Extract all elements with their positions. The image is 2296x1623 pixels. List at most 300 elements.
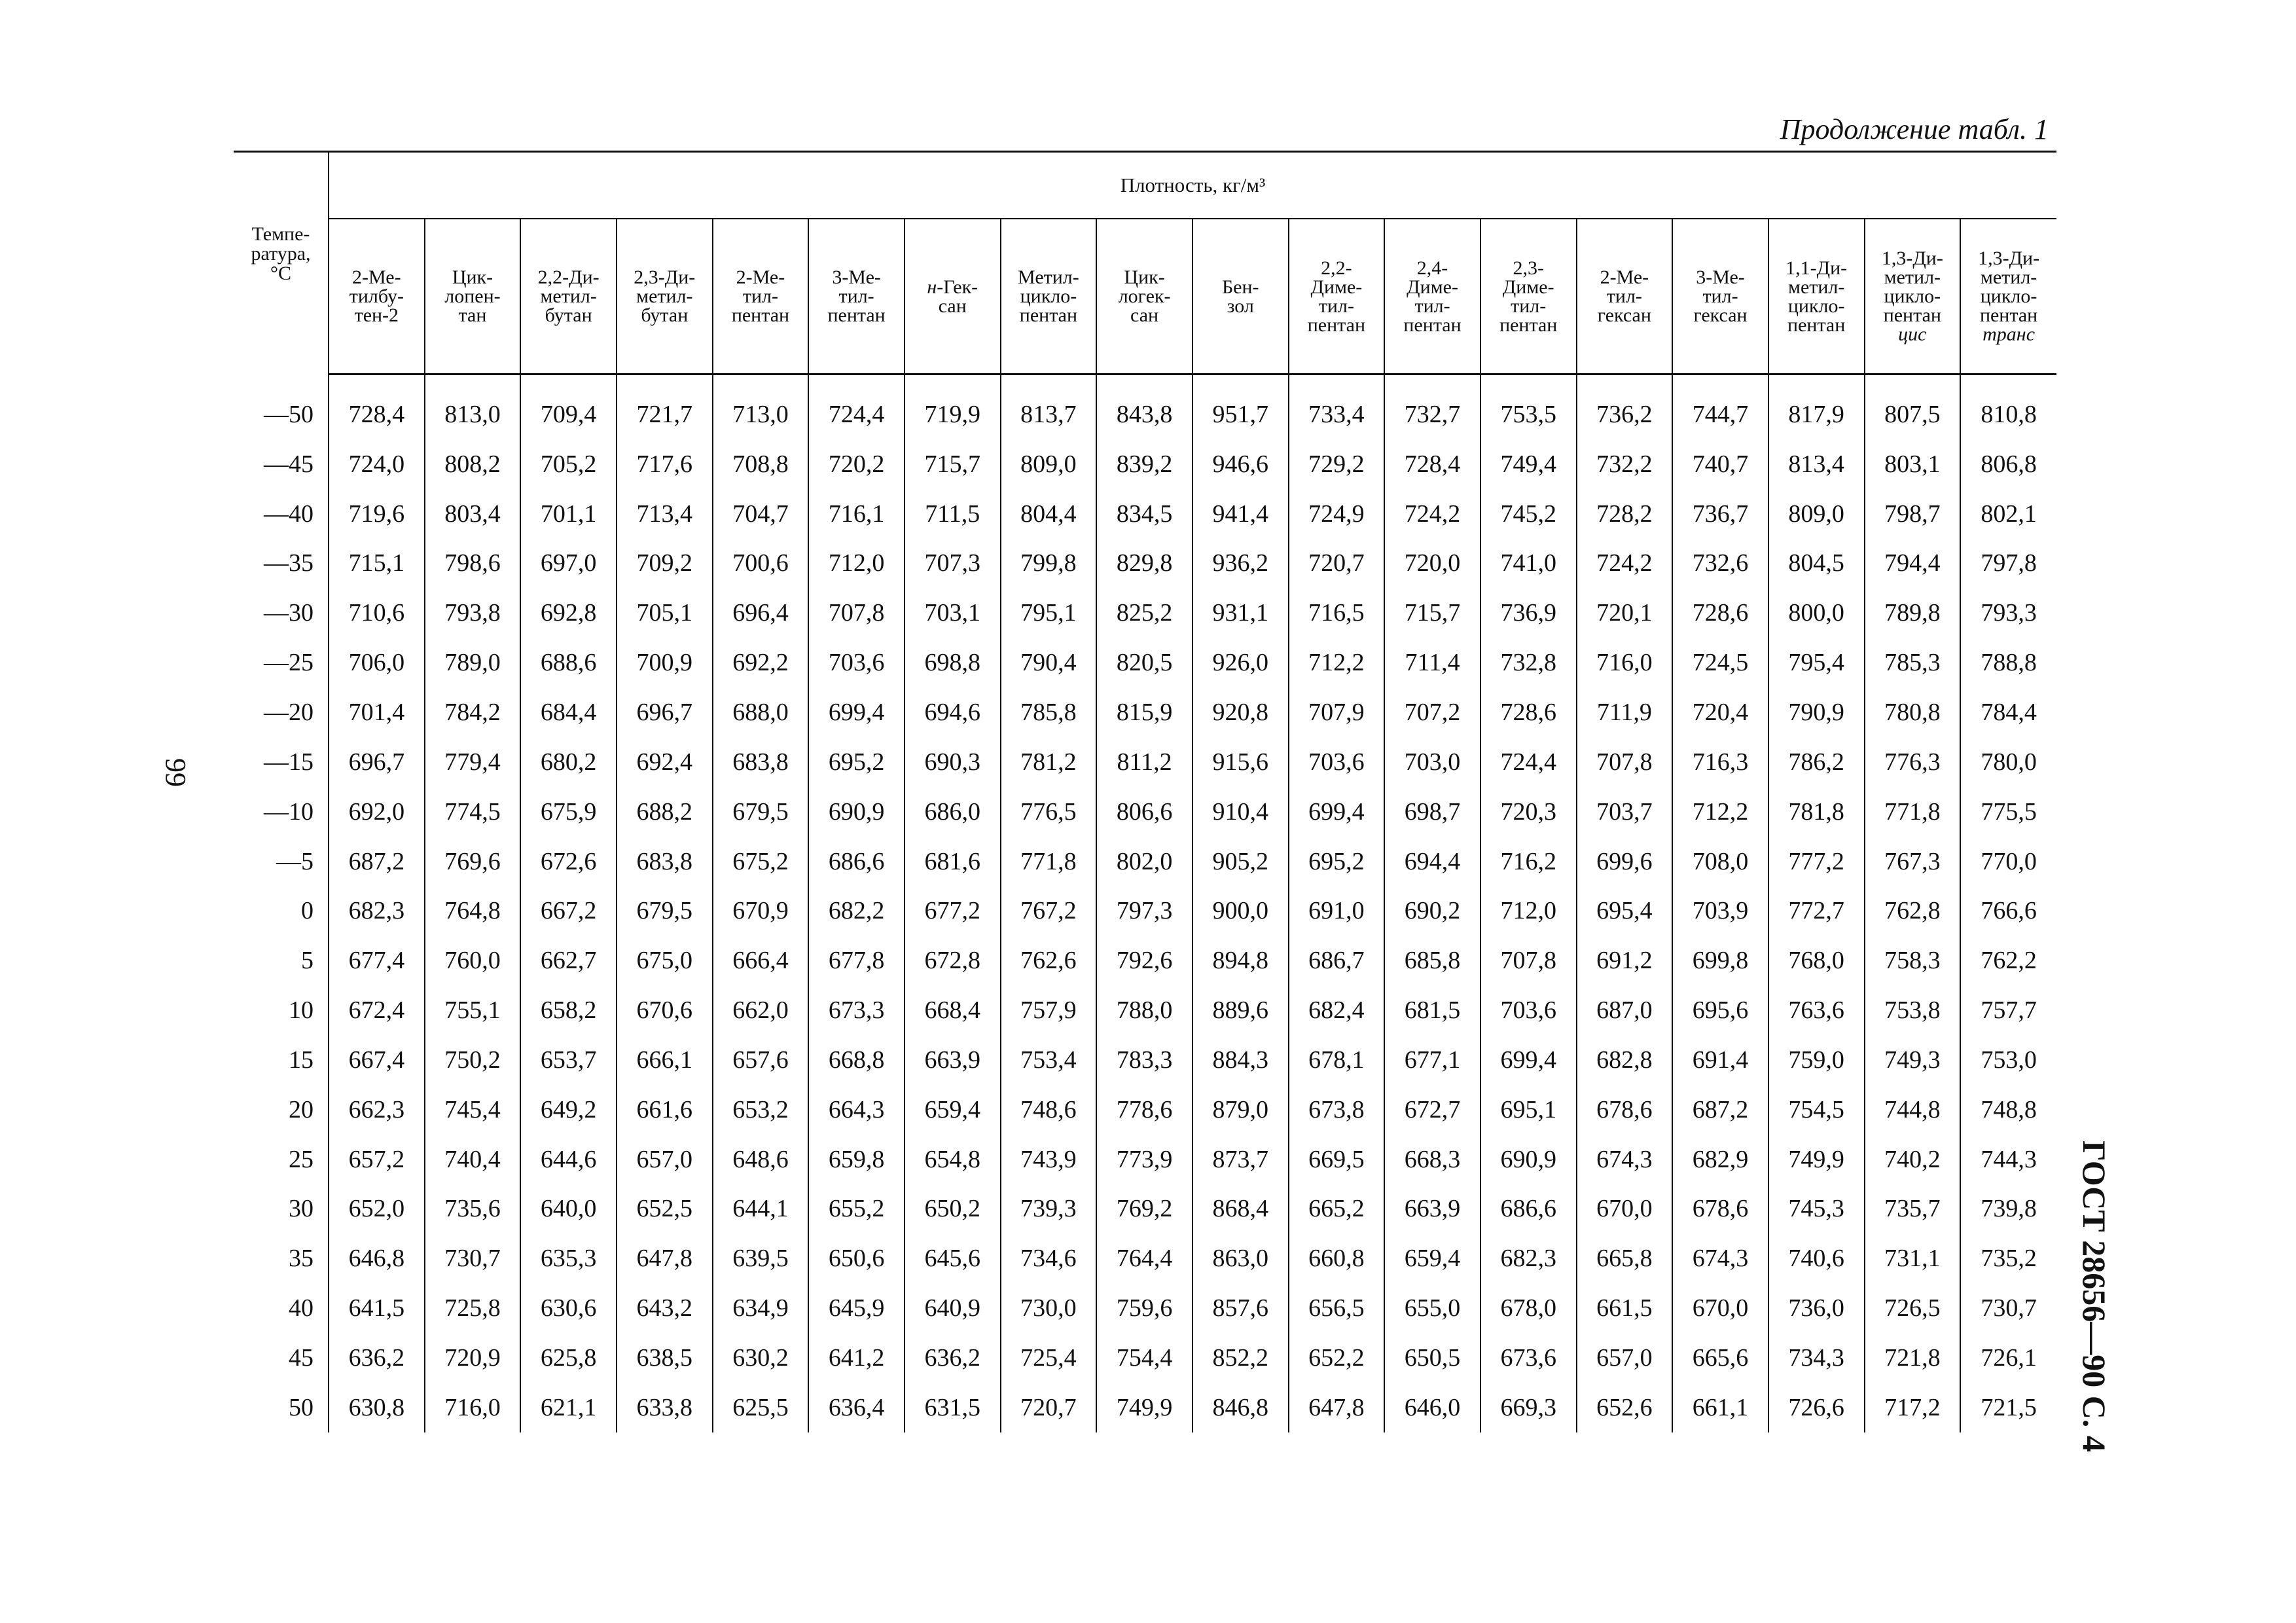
density-value-cell: 780,8	[1865, 687, 1961, 737]
density-value-cell: 692,2	[713, 638, 809, 687]
density-value-cell: 672,7	[1384, 1085, 1480, 1135]
density-value-cell: 678,6	[1672, 1184, 1768, 1234]
temperature-cell: —30	[234, 588, 329, 638]
substance-header-line: гексан	[1597, 304, 1651, 326]
density-value-cell: 793,8	[425, 588, 521, 638]
density-value-cell: 900,0	[1193, 886, 1289, 936]
density-value-cell: 709,4	[520, 390, 617, 439]
density-value-cell: 769,2	[1096, 1184, 1193, 1234]
density-value-cell: 682,4	[1289, 985, 1385, 1035]
density-value-cell: 783,3	[1096, 1035, 1193, 1085]
substance-header-line: бутан	[545, 304, 592, 326]
density-value-cell: 731,1	[1865, 1233, 1961, 1283]
density-value-cell: 804,4	[1001, 489, 1097, 539]
density-value-cell: 661,6	[617, 1085, 713, 1135]
density-value-cell: 703,0	[1384, 737, 1480, 787]
density-value-cell: 699,4	[1480, 1035, 1577, 1085]
density-value-cell: 792,6	[1096, 936, 1193, 985]
substance-header-line: тил-	[838, 285, 874, 307]
density-value-cell: 697,0	[520, 539, 617, 589]
density-value-cell: 739,3	[1001, 1184, 1097, 1234]
temperature-cell: 35	[234, 1233, 329, 1283]
density-value-cell: 726,5	[1865, 1283, 1961, 1333]
density-value-cell: 781,2	[1001, 737, 1097, 787]
density-value-cell: 724,0	[329, 439, 425, 489]
density-value-cell: 640,9	[905, 1283, 1001, 1333]
density-value-cell: 695,6	[1672, 985, 1768, 1035]
density-value-cell: 776,3	[1865, 737, 1961, 787]
density-value-cell: 668,4	[905, 985, 1001, 1035]
temperature-header-line: Темпе-	[251, 223, 310, 245]
density-value-cell: 931,1	[1193, 588, 1289, 638]
density-value-cell: 789,0	[425, 638, 521, 687]
density-value-cell: 788,0	[1096, 985, 1193, 1035]
table-spacer-row	[234, 374, 2056, 390]
density-value-cell: 721,5	[1981, 1393, 2037, 1421]
density-value-cell: 852,2	[1193, 1333, 1289, 1383]
density-value-cell: 680,2	[520, 737, 617, 787]
density-value-cell: 677,1	[1384, 1035, 1480, 1085]
density-value-cell: 703,6	[808, 638, 905, 687]
density-value-cell: 721,8	[1865, 1333, 1961, 1383]
substance-column-header	[1001, 219, 1097, 374]
substance-header-line: зол	[1227, 295, 1254, 317]
temperature-cell: —15	[234, 737, 329, 787]
substance-header-line: метил-	[540, 285, 597, 307]
density-value-cell: 730,7	[425, 1233, 521, 1283]
density-value-cell: 681,5	[1384, 985, 1480, 1035]
density-value-cell: 745,4	[425, 1085, 521, 1135]
density-value-cell: 762,6	[1001, 936, 1097, 985]
density-value-cell: 716,2	[1480, 837, 1577, 886]
substance-column-header	[713, 219, 809, 374]
density-value-cell: 691,0	[1289, 886, 1385, 936]
density-value-cell: 757,7	[1981, 996, 2037, 1025]
density-value-cell: 711,9	[1577, 687, 1673, 737]
density-value-cell: 670,0	[1577, 1184, 1673, 1234]
density-value-cell: 645,9	[808, 1283, 905, 1333]
temperature-cell: 50	[234, 1383, 329, 1432]
density-value-cell: 920,8	[1193, 687, 1289, 737]
temperature-header-line: °С	[270, 263, 291, 284]
density-value-cell: 712,2	[1672, 787, 1768, 837]
density-value-cell: 800,0	[1768, 588, 1865, 638]
density-value-cell: 655,0	[1384, 1283, 1480, 1333]
density-value-cell: 667,4	[329, 1035, 425, 1085]
density-value-cell: 790,9	[1768, 687, 1865, 737]
density-value-cell: 873,7	[1193, 1135, 1289, 1184]
density-value-cell: 696,4	[713, 588, 809, 638]
substance-header-line: метил-	[1980, 266, 2037, 288]
density-value-cell: 740,2	[1865, 1135, 1961, 1184]
density-value-cell: 797,3	[1096, 886, 1193, 936]
density-value-cell: 781,8	[1768, 787, 1865, 837]
substance-header-line: Бен-	[1221, 276, 1259, 298]
density-value-cell: 749,9	[1768, 1135, 1865, 1184]
density-value-cell: 884,3	[1193, 1035, 1289, 1085]
substance-column-header	[1960, 219, 2056, 374]
density-value-cell: 657,0	[1577, 1333, 1673, 1383]
density-value-cell: 735,7	[1865, 1184, 1961, 1234]
density-value-cell: 732,7	[1384, 390, 1480, 439]
substance-header-line: лопен-	[444, 285, 501, 307]
temperature-cell: —20	[234, 687, 329, 737]
substance-header-line: гексан	[1693, 304, 1748, 326]
table-row	[234, 936, 2056, 985]
density-value-cell: 640,0	[520, 1184, 617, 1234]
density-value-cell: 741,0	[1480, 539, 1577, 589]
density-value-cell: 733,4	[1289, 390, 1385, 439]
density-value-cell: 682,8	[1577, 1035, 1673, 1085]
density-value-cell: 809,0	[1768, 489, 1865, 539]
density-value-cell: 846,8	[1193, 1383, 1289, 1432]
density-value-cell: 732,6	[1672, 539, 1768, 589]
density-value-cell: 660,8	[1289, 1233, 1385, 1283]
density-value-cell: 713,4	[617, 489, 713, 539]
density-value-cell: 635,3	[520, 1233, 617, 1283]
density-value-cell: 672,8	[905, 936, 1001, 985]
density-value-cell: 720,7	[1001, 1383, 1097, 1432]
density-value-cell: 641,2	[808, 1333, 905, 1383]
table-row	[234, 439, 2056, 489]
density-value-cell: 766,6	[1981, 897, 2037, 925]
table-row	[234, 489, 2056, 539]
density-value-cell: 740,4	[425, 1135, 521, 1184]
density-value-cell: 646,8	[329, 1233, 425, 1283]
density-value-cell: 754,4	[1096, 1333, 1193, 1383]
density-value-cell: 706,0	[329, 638, 425, 687]
density-value-cell: 764,8	[425, 886, 521, 936]
density-value-cell: 645,6	[905, 1233, 1001, 1283]
table-row	[234, 687, 2056, 737]
density-value-cell: 644,1	[713, 1184, 809, 1234]
density-value-cell: 666,4	[713, 936, 809, 985]
substance-header-line: пентан	[1979, 304, 2038, 326]
density-value-cell: 770,0	[1981, 847, 2037, 875]
density-value-cell: 712,2	[1289, 638, 1385, 687]
density-value-cell: 915,6	[1193, 737, 1289, 787]
substance-header-line: Цик-	[452, 266, 493, 288]
temperature-column-header	[234, 152, 329, 374]
density-value-cell: 724,9	[1289, 489, 1385, 539]
density-value-cell: 764,4	[1096, 1233, 1193, 1283]
temperature-cell: —25	[234, 638, 329, 687]
density-value-cell: 625,5	[713, 1383, 809, 1432]
density-value-cell: 690,9	[1480, 1135, 1577, 1184]
density-value-cell: 665,2	[1289, 1184, 1385, 1234]
density-value-cell: 682,9	[1672, 1135, 1768, 1184]
table-body	[234, 374, 2056, 1432]
substance-header-line: 3-Ме-	[832, 266, 881, 288]
temperature-cell: —35	[234, 539, 329, 589]
density-value-cell: 686,6	[1480, 1184, 1577, 1234]
density-value-cell: 647,8	[617, 1233, 713, 1283]
substance-header-line: сан	[938, 295, 967, 317]
substance-header-line: пентан	[1307, 314, 1366, 336]
density-value-cell: 661,1	[1672, 1383, 1768, 1432]
substance-header-line: цикло-	[1884, 285, 1941, 307]
density-value-cell: 724,2	[1577, 539, 1673, 589]
density-value-cell: 736,7	[1672, 489, 1768, 539]
density-value-cell: 946,6	[1193, 439, 1289, 489]
density-value-cell: 790,4	[1001, 638, 1097, 687]
density-value-cell: 894,8	[1193, 936, 1289, 985]
substance-column-header	[1193, 219, 1289, 374]
density-value-cell: 715,7	[905, 439, 1001, 489]
substance-header-line: 1,3-Ди-	[1978, 247, 2040, 269]
spacer-cell	[329, 374, 425, 390]
density-value-cell: 720,3	[1480, 787, 1577, 837]
density-value-cell: 767,3	[1865, 837, 1961, 886]
density-value-cell: 799,8	[1001, 539, 1097, 589]
temperature-cell: 30	[234, 1184, 329, 1234]
density-value-cell: 687,0	[1577, 985, 1673, 1035]
substance-header-line: Диме-	[1407, 276, 1458, 298]
density-value-cell: 670,0	[1672, 1283, 1768, 1333]
substance-header-row	[234, 219, 2056, 374]
substance-header-line: Цик-	[1124, 266, 1165, 288]
table-row	[234, 539, 2056, 589]
density-value-cell: 655,2	[808, 1184, 905, 1234]
density-value-cell: 728,4	[329, 390, 425, 439]
density-value-cell: 813,7	[1001, 390, 1097, 439]
density-value-cell: 694,4	[1384, 837, 1480, 886]
density-value-cell: 711,4	[1384, 638, 1480, 687]
density-value-cell: 813,0	[425, 390, 521, 439]
table-row	[234, 1333, 2056, 1383]
density-value-cell: 863,0	[1193, 1233, 1289, 1283]
density-value-cell: 769,6	[425, 837, 521, 886]
substance-header-line: метил-	[636, 285, 693, 307]
density-value-cell: 724,5	[1672, 638, 1768, 687]
density-value-cell: 703,1	[905, 588, 1001, 638]
table-row	[234, 390, 2056, 439]
spacer-cell	[1577, 374, 1673, 390]
density-value-cell: 720,0	[1384, 539, 1480, 589]
density-value-cell: 777,2	[1768, 837, 1865, 886]
table-row	[234, 886, 2056, 936]
density-value-cell: 755,1	[425, 985, 521, 1035]
density-value-cell: 690,9	[808, 787, 905, 837]
density-value-cell: 754,5	[1768, 1085, 1865, 1135]
density-value-cell: 696,7	[617, 687, 713, 737]
density-value-cell: 762,2	[1981, 947, 2037, 975]
density-value-cell: 719,6	[329, 489, 425, 539]
density-value-cell: 701,4	[329, 687, 425, 737]
density-value-cell: 654,8	[905, 1135, 1001, 1184]
spacer-cell	[713, 374, 809, 390]
density-value-cell: 653,2	[713, 1085, 809, 1135]
temperature-cell: 5	[234, 936, 329, 985]
density-value-cell: 749,4	[1480, 439, 1577, 489]
substance-column-header	[808, 219, 905, 374]
density-value-cell: 803,1	[1865, 439, 1961, 489]
substance-header-line: 2,2-	[1321, 257, 1352, 279]
density-value-cell: 784,4	[1981, 698, 2037, 726]
substance-header-line: н-Гек-	[927, 276, 978, 298]
density-value-cell: 677,8	[808, 936, 905, 985]
spacer-cell	[1193, 374, 1289, 390]
density-value-cell: 713,0	[713, 390, 809, 439]
temperature-cell: 0	[234, 886, 329, 936]
density-value-cell: 674,3	[1672, 1233, 1768, 1283]
density-value-cell: 621,1	[520, 1383, 617, 1432]
substance-header-line: 2-Ме-	[736, 266, 785, 288]
density-value-cell: 675,0	[617, 936, 713, 985]
density-value-cell: 678,0	[1480, 1283, 1577, 1333]
temperature-cell: —5	[234, 837, 329, 886]
temperature-cell: 15	[234, 1035, 329, 1085]
density-value-cell: 740,7	[1672, 439, 1768, 489]
density-value-cell: 659,4	[1384, 1233, 1480, 1283]
table-row	[234, 1283, 2056, 1333]
density-value-cell: 724,4	[1480, 737, 1577, 787]
density-value-cell: 691,4	[1672, 1035, 1768, 1085]
density-value-cell: 720,7	[1289, 539, 1385, 589]
density-value-cell: 658,2	[520, 985, 617, 1035]
density-value-cell: 767,2	[1001, 886, 1097, 936]
spacer-cell	[1289, 374, 1385, 390]
density-value-cell: 652,2	[1289, 1333, 1385, 1383]
density-value-cell: 673,8	[1289, 1085, 1385, 1135]
table-row	[234, 1184, 2056, 1234]
density-value-cell: 652,5	[617, 1184, 713, 1234]
density-value-cell: 762,8	[1865, 886, 1961, 936]
density-value-cell: 704,7	[713, 489, 809, 539]
table-row	[234, 588, 2056, 638]
density-value-cell: 657,2	[329, 1135, 425, 1184]
density-value-cell: 694,6	[905, 687, 1001, 737]
density-value-cell: 652,0	[329, 1184, 425, 1234]
density-value-cell: 728,6	[1672, 588, 1768, 638]
substance-header-line: цикло-	[1787, 295, 1845, 317]
density-value-cell: 649,2	[520, 1085, 617, 1135]
density-value-cell: 675,2	[713, 837, 809, 886]
density-value-cell: 700,9	[617, 638, 713, 687]
density-value-cell: 797,8	[1981, 549, 2037, 577]
density-value-cell: 810,8	[1981, 400, 2037, 428]
substance-header-line: 2,3-	[1513, 257, 1544, 279]
density-value-cell: 664,3	[808, 1085, 905, 1135]
density-value-cell: 720,9	[425, 1333, 521, 1383]
density-value-cell: 625,8	[520, 1333, 617, 1383]
substance-column-header	[617, 219, 713, 374]
substance-column-header	[329, 219, 425, 374]
density-value-cell: 662,7	[520, 936, 617, 985]
density-value-cell: 753,8	[1865, 985, 1961, 1035]
density-value-cell: 728,4	[1384, 439, 1480, 489]
density-value-cell: 716,0	[425, 1383, 521, 1432]
density-value-cell: 631,5	[905, 1383, 1001, 1432]
spacer-cell	[425, 374, 521, 390]
temperature-cell: —40	[234, 489, 329, 539]
substance-column-header	[1480, 219, 1577, 374]
density-value-cell: 728,2	[1577, 489, 1673, 539]
density-value-cell: 682,2	[808, 886, 905, 936]
density-value-cell: 743,9	[1001, 1135, 1097, 1184]
substance-header-line: тил-	[1702, 285, 1738, 307]
density-value-cell: 724,2	[1384, 489, 1480, 539]
substance-column-header	[1384, 219, 1480, 374]
table-row	[234, 1035, 2056, 1085]
density-value-cell: 703,9	[1672, 886, 1768, 936]
density-value-cell: 648,6	[713, 1135, 809, 1184]
density-value-cell: 698,7	[1384, 787, 1480, 837]
temperature-cell: 45	[234, 1333, 329, 1383]
density-value-cell: 657,6	[713, 1035, 809, 1085]
density-value-cell: 707,8	[1480, 936, 1577, 985]
density-value-cell: 705,2	[520, 439, 617, 489]
density-value-cell: 773,9	[1096, 1135, 1193, 1184]
density-value-cell: 717,2	[1865, 1383, 1961, 1432]
density-value-cell: 780,0	[1981, 748, 2037, 776]
density-value-cell: 657,0	[617, 1135, 713, 1184]
substance-column-header	[905, 219, 1001, 374]
density-value-cell: 711,5	[905, 489, 1001, 539]
density-value-cell: 690,3	[905, 737, 1001, 787]
substance-header-line: пентан	[1883, 304, 1941, 326]
density-value-cell: 809,0	[1001, 439, 1097, 489]
density-value-cell: 889,6	[1193, 985, 1289, 1035]
density-value-cell: 728,6	[1480, 687, 1577, 737]
density-value-cell: 803,4	[425, 489, 521, 539]
table-row	[234, 1383, 2056, 1432]
density-value-cell: 941,4	[1193, 489, 1289, 539]
density-value-cell: 730,0	[1001, 1283, 1097, 1333]
density-value-cell: 808,2	[425, 439, 521, 489]
substance-header-line: тил-	[1318, 295, 1354, 317]
table-row	[234, 638, 2056, 687]
density-value-cell: 749,9	[1096, 1383, 1193, 1432]
density-value-cell: 672,4	[329, 985, 425, 1035]
density-value-cell: 695,1	[1480, 1085, 1577, 1135]
density-value-cell: 710,6	[329, 588, 425, 638]
density-value-cell: 688,2	[617, 787, 713, 837]
substance-header-line: Диме-	[1502, 276, 1554, 298]
spacer-cell	[520, 374, 617, 390]
density-value-cell: 734,6	[1001, 1233, 1097, 1283]
density-value-cell: 726,1	[1981, 1343, 2037, 1372]
density-value-cell: 678,1	[1289, 1035, 1385, 1085]
density-value-cell: 703,6	[1289, 737, 1385, 787]
page-number: 99	[160, 758, 192, 787]
temperature-cell: 25	[234, 1135, 329, 1184]
spacer-cell	[1865, 374, 1961, 390]
density-value-cell: 779,4	[425, 737, 521, 787]
substance-header-line: 3-Ме-	[1696, 266, 1745, 288]
temperature-header-line: ратура,	[251, 243, 311, 264]
density-value-cell: 659,8	[808, 1135, 905, 1184]
density-value-cell: 707,8	[1577, 737, 1673, 787]
density-value-cell: 677,2	[905, 886, 1001, 936]
temperature-cell: 20	[234, 1085, 329, 1135]
table-row	[234, 985, 2056, 1035]
density-value-cell: 798,7	[1865, 489, 1961, 539]
density-value-cell: 720,1	[1577, 588, 1673, 638]
density-value-cell: 807,5	[1865, 390, 1961, 439]
density-value-cell: 736,9	[1480, 588, 1577, 638]
density-value-cell: 879,0	[1193, 1085, 1289, 1135]
density-value-cell: 712,0	[1480, 886, 1577, 936]
density-value-cell: 763,6	[1768, 985, 1865, 1035]
table-row	[234, 1135, 2056, 1184]
substance-header-line: тил-	[1511, 295, 1547, 317]
density-value-cell: 686,6	[808, 837, 905, 886]
density-value-cell: 736,0	[1768, 1283, 1865, 1333]
substance-header-line: 1,3-Ди-	[1881, 247, 1943, 269]
density-value-cell: 669,3	[1480, 1383, 1577, 1432]
density-value-cell: 829,8	[1096, 539, 1193, 589]
